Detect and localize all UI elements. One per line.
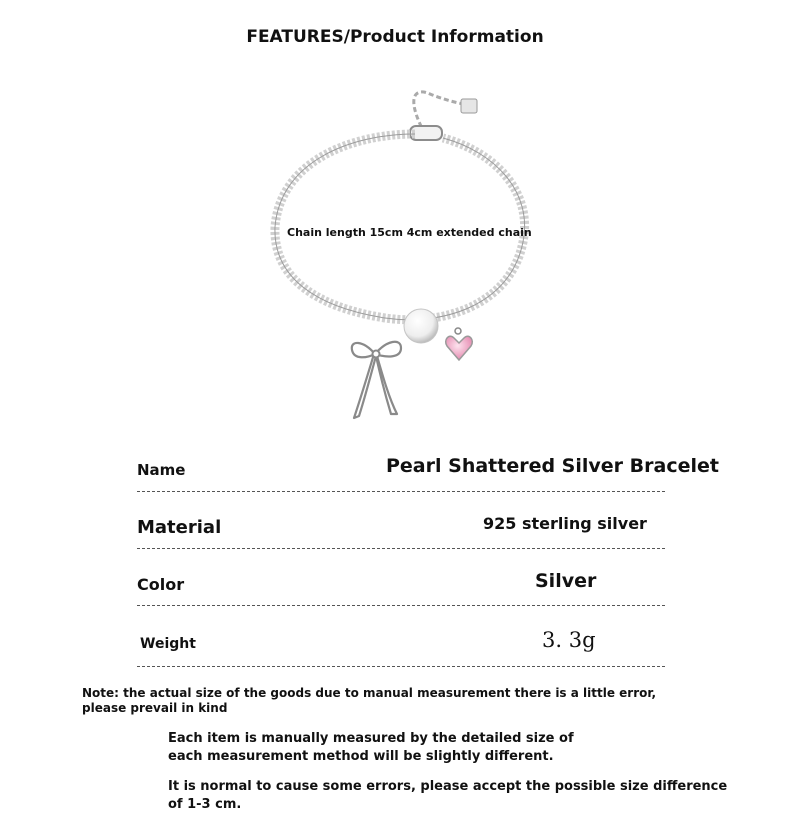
heart-charm <box>446 336 473 360</box>
spec-key-weight: Weight <box>140 636 196 652</box>
divider <box>137 605 665 606</box>
spec-value-material: 925 sterling silver <box>483 514 647 533</box>
chain-length-label: Chain length 15cm 4cm extended chain <box>287 226 532 239</box>
divider <box>137 666 665 667</box>
spec-row-weight <box>137 626 665 668</box>
chain-tag <box>461 99 477 113</box>
spec-row-name <box>137 455 719 493</box>
spec-key-color: Color <box>137 575 185 594</box>
divider <box>137 491 665 492</box>
spec-row-material <box>137 512 665 550</box>
spec-row-color <box>137 568 665 606</box>
pearl <box>404 309 438 343</box>
spec-value-name: Pearl Shattered Silver Bracelet <box>386 455 719 477</box>
measurement-note: Note: the actual size of the goods due to manual measurement there is a little error, please prevail in kind <box>82 686 657 715</box>
page-title: FEATURES/Product Information <box>246 27 544 47</box>
spec-value-color: Silver <box>535 570 597 592</box>
measurement-paragraph-2: It is normal to cause some errors, please accept the possible size difference of 1-3 cm. <box>168 779 728 812</box>
spec-value-weight: 3. 3g <box>542 628 596 652</box>
spec-key-material: Material <box>137 517 222 538</box>
spec-key-name: Name <box>137 461 186 479</box>
measurement-paragraph-1: Each item is manually measured by the detailed size of each measurement method will be slightly different. <box>168 731 574 764</box>
divider <box>137 548 665 549</box>
bracelet-image <box>255 82 545 427</box>
